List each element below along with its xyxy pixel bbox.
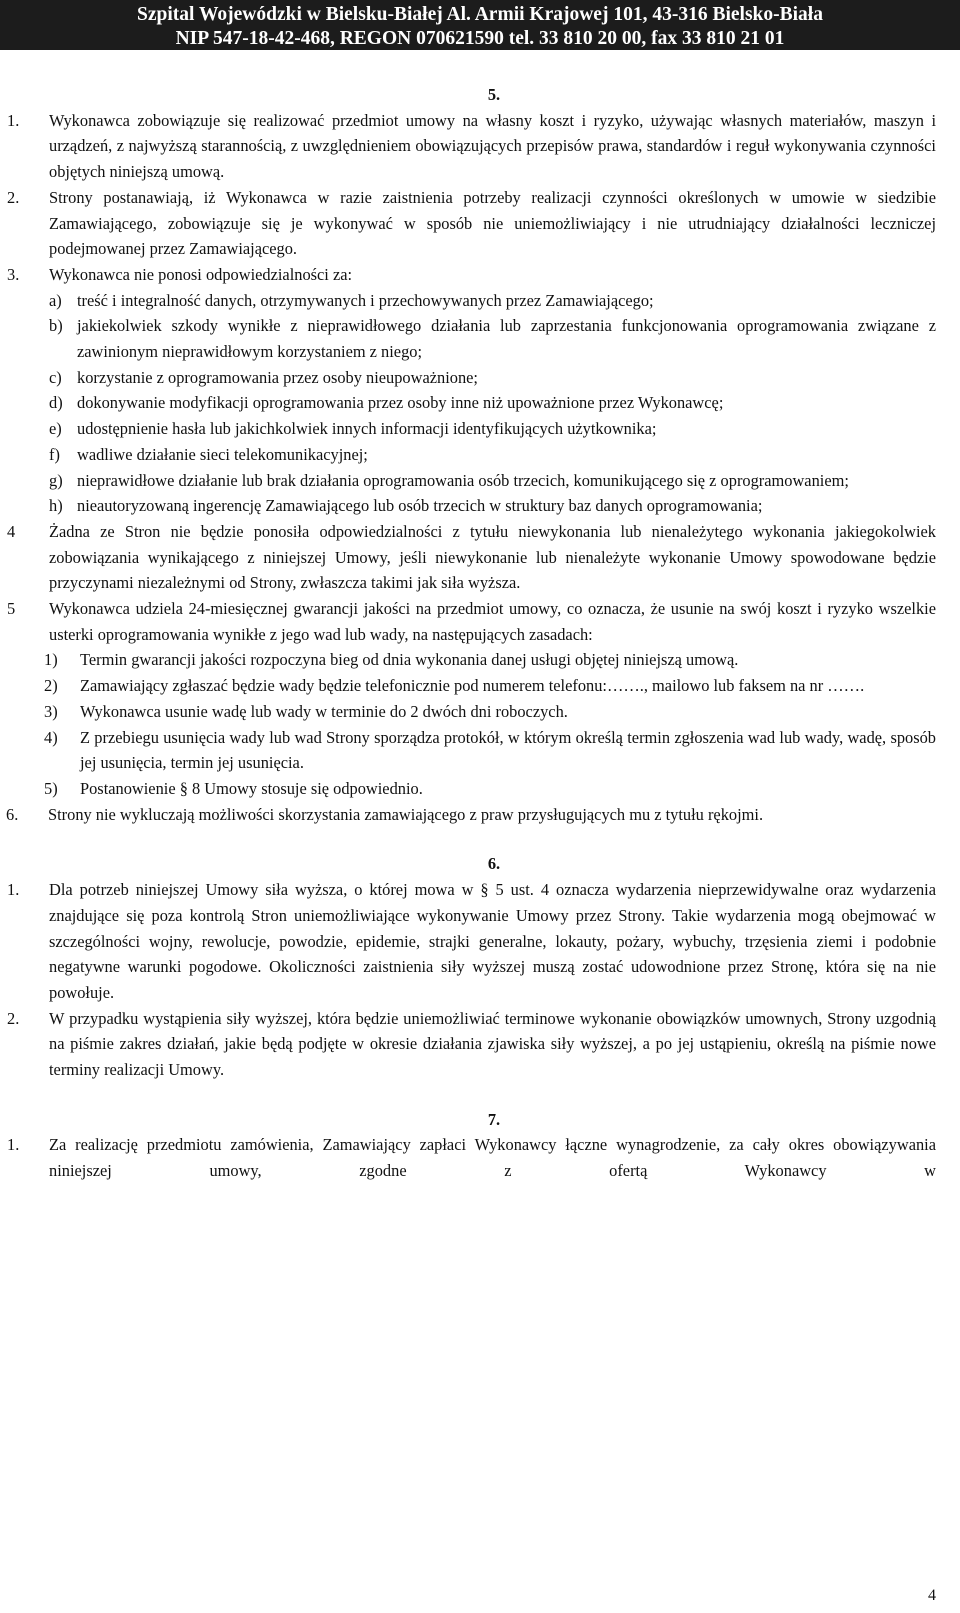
list-item-number: 3) xyxy=(44,701,58,721)
paragraph-text: Wykonawca zobowiązuje się realizować przedmiot umowy na własny koszt i ryzyko, używając własnych materiałów, maszyn i urządzeń, z najwyższą starannością, z uwzględnieniem obowiązujących przepisów prawa, standardów i reguł wykonywania czynności objętych niniejszą umową. xyxy=(49,110,936,182)
paragraph-text: Dla potrzeb niniejszej Umowy siła wyższa, o której mowa w § 5 ust. 4 oznacza wydarzenia nieprzewidywalne oraz wydarzenia znajdujące się poza kontrolą Stron uniemożliwiające wykonywanie Umowy przez Strony. Takie wydarzenia mogą obejmować w szczególności wojny, rewolucje, powodzie, epidemie, strajki generalne, lokauty, pożary, wybuchy, trzęsienia ziemi i podobnie negatywne warunki pogodowe. Okoliczności zaistnienia siły wyższej muszą zostać udowodnione przez Stronę, która się na nie powołuje. xyxy=(49,880,936,1002)
list-item xyxy=(49,468,936,494)
paragraph xyxy=(7,596,936,647)
paragraph-number: 1. xyxy=(7,110,20,130)
paragraph-number: 2. xyxy=(7,1008,20,1028)
list-item-number: 1) xyxy=(44,650,58,670)
list-item xyxy=(44,647,936,673)
list-item-text: udostępnienie hasła lub jakichkolwiek innych informacji identyfikujących użytkownika; xyxy=(77,419,657,439)
paragraph-number: 1. xyxy=(7,1135,20,1155)
list-item xyxy=(49,390,936,416)
list-item-letter: h) xyxy=(49,496,63,516)
list-item xyxy=(49,288,936,314)
list-item-letter: c) xyxy=(49,367,62,387)
paragraph xyxy=(7,1006,936,1083)
list-item xyxy=(49,313,936,364)
paragraph-text: Za realizację przedmiotu zamówienia, Zamawiający zapłaci Wykonawcy łączne wynagrodzenie, za cały okres obowiązywania niniejszej umowy, zgodne z ofertą Wykonawcy w xyxy=(49,1135,936,1181)
list-item xyxy=(44,725,936,776)
list-item xyxy=(49,365,936,391)
header-contact-line: NIP 547-18-42-468, REGON 070621590 tel. 33 810 20 00, fax 33 810 21 01 xyxy=(175,28,785,49)
list-item-text: treść i integralność danych, otrzymywanych i przechowywanych przez Zamawiającego; xyxy=(77,290,654,310)
list-item-text: Wykonawca usunie wadę lub wady w terminie do 2 dwóch dni roboczych. xyxy=(80,701,568,721)
paragraph-number: 2. xyxy=(7,187,20,207)
list-item-text: nieautoryzowaną ingerencję Zamawiającego lub osób trzecich w struktury baz danych oprogramowania; xyxy=(77,496,763,516)
list-item-text: Zamawiający zgłaszać będzie wady będzie telefonicznie pod numerem telefonu:……., mailowo lub faksem na nr ……. xyxy=(80,676,865,696)
list-item-letter: g) xyxy=(49,470,63,490)
section-heading-6: 6. xyxy=(487,854,501,874)
paragraph-number: 3. xyxy=(7,264,20,284)
paragraph-text: Wykonawca udziela 24-miesięcznej gwarancji jakości na przedmiot umowy, co oznacza, że usunie na swój koszt i ryzyko wszelkie usterki oprogramowania wynikłe z jego wad lub wady, na następujących zasadach: xyxy=(49,599,936,644)
paragraph xyxy=(7,519,936,596)
document-body xyxy=(0,82,960,1184)
list-item xyxy=(44,673,936,699)
list-item-text: Termin gwarancji jakości rozpoczyna bieg od dnia wykonania danej usługi objętej niniejszą umową. xyxy=(80,650,739,670)
list-item-text: wadliwe działanie sieci telekomunikacyjnej; xyxy=(77,444,368,464)
page-number: 4 xyxy=(928,1587,936,1604)
paragraph-number: 5 xyxy=(7,599,16,619)
list-item-number: 5) xyxy=(44,778,58,798)
list-item-text: Z przebiegu usunięcia wady lub wad Strony sporządza protokół, w którym określą termin zgłoszenia wad lub wady, wadę, sposób jej usunięcia, termin jej usunięcia. xyxy=(80,727,936,773)
paragraph xyxy=(7,185,936,262)
list-item-letter: a) xyxy=(49,290,62,310)
list-item-letter: d) xyxy=(49,393,63,413)
section-heading-7: 7. xyxy=(487,1109,501,1129)
list-item-number: 2) xyxy=(44,676,58,696)
paragraph-text: W przypadku wystąpienia siły wyższej, która będzie uniemożliwiać terminowe wykonanie obowiązków umownych, Strony uzgodnią na piśmie zakres działań, jakie będą podjęte w okresie działania zjawiska siły wyższej, a po jej ustąpieniu, określą na piśmie nowe terminy realizacji Umowy. xyxy=(49,1008,936,1080)
paragraph-text: Strony nie wykluczają możliwości skorzystania zamawiającego z praw przysługujących mu z tytułu rękojmi. xyxy=(48,804,764,824)
paragraph xyxy=(7,262,936,288)
paragraph-number: 6. xyxy=(6,804,19,824)
paragraph xyxy=(7,877,936,1006)
section-heading-5: 5. xyxy=(487,85,501,104)
list-item-text: nieprawidłowe działanie lub brak działania oprogramowania osób trzecich, komunikującego się z oprogramowaniem; xyxy=(77,470,849,490)
list-item xyxy=(49,416,936,442)
list-item-text: Postanowienie § 8 Umowy stosuje się odpowiednio. xyxy=(80,778,423,798)
list-item xyxy=(44,776,936,802)
list-item-number: 4) xyxy=(44,727,58,747)
list-item xyxy=(49,442,936,468)
paragraph-number: 1. xyxy=(7,880,20,900)
list-item xyxy=(44,699,936,725)
paragraph xyxy=(7,1132,936,1183)
list-item-letter: e) xyxy=(49,419,62,439)
list-item-text: dokonywanie modyfikacji oprogramowania przez osoby inne niż upoważnione przez Wykonawcę; xyxy=(77,393,724,413)
hospital-header xyxy=(0,0,960,50)
paragraph-text: Żadna ze Stron nie będzie ponosiła odpowiedzialności z tytułu niewykonania lub nienależytego wykonania jakiegokolwiek zobowiązania wynikającego z niniejszej Umowy, jeśli niewykonanie lub nienależyte wykonanie Umowy spowodowane będzie przyczynami niezależnymi od Strony, zwłaszcza takimi jak siła wyższa. xyxy=(49,521,936,593)
paragraph-text: Wykonawca nie ponosi odpowiedzialności za: xyxy=(49,264,353,284)
list-item-letter: b) xyxy=(49,316,63,336)
list-item xyxy=(49,493,936,519)
list-item-text: korzystanie z oprogramowania przez osoby nieupoważnione; xyxy=(77,367,478,387)
paragraph-number: 4 xyxy=(7,521,16,541)
header-address-line: Szpital Wojewódzki w Bielsku-Białej Al. Armii Krajowej 101, 43-316 Bielsko-Biała xyxy=(137,4,823,25)
paragraph-text: Strony postanawiają, iż Wykonawca w razie zaistnienia potrzeby realizacji czynności określonych w umowie w siedzibie Zamawiającego, zobowiązuje się je wykonywać w sposób nie uniemożliwiający i nie utrudniający działalności leczniczej podejmowanej przez Zamawiającego. xyxy=(49,187,936,259)
paragraph xyxy=(6,802,936,828)
list-item-text: jakiekolwiek szkody wynikłe z nieprawidłowego działania lub zaprzestania funkcjonowania oprogramowania związane z zawinionym nieprawidłowym korzystaniem z niego; xyxy=(77,316,936,362)
list-item-letter: f) xyxy=(49,444,60,464)
paragraph xyxy=(7,108,936,185)
